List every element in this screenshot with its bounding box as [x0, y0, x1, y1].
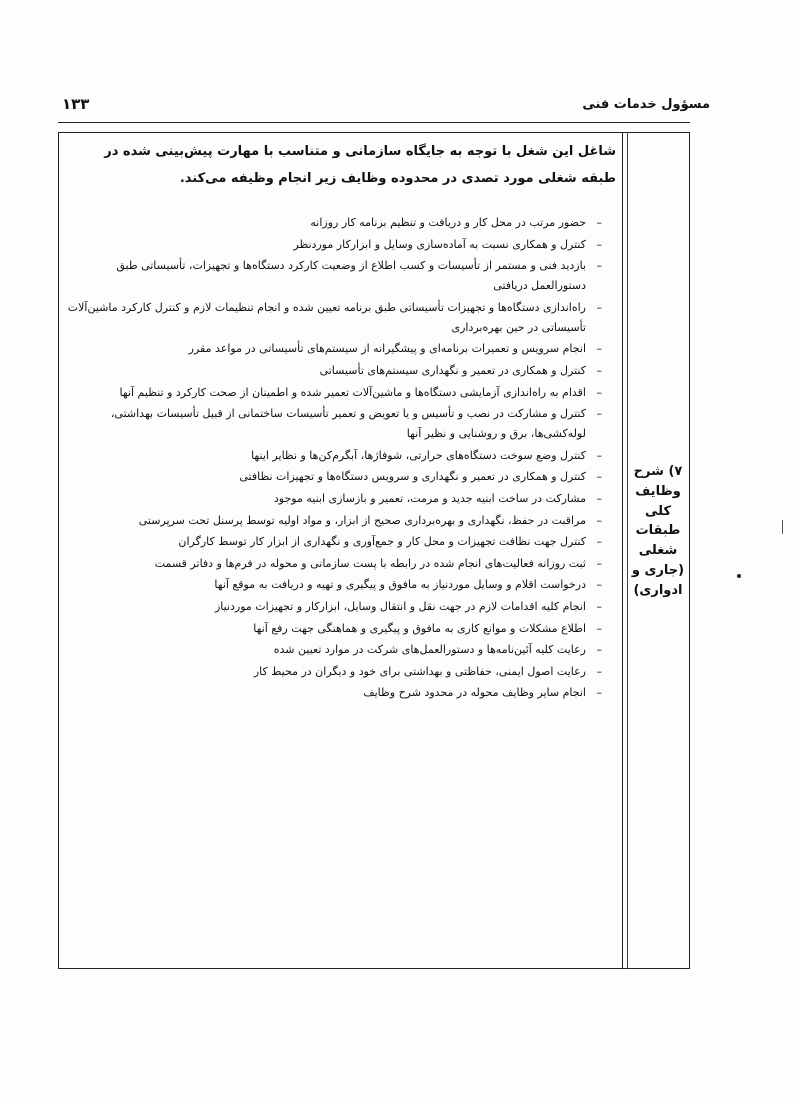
dash-bullet-icon: –: [596, 686, 602, 700]
dash-bullet-icon: –: [596, 491, 602, 505]
duty-text: ثبت روزانه فعالیت‌های انجام شده در رابطه با پست سازمانی و محوله در فرم‌ها و دفاتر قسمت: [154, 556, 586, 570]
duty-text: درخواست اقلام و وسایل موردنیاز به مافوق و پیگیری و تهیه و دریافت به موقع آنها: [214, 578, 586, 592]
dash-bullet-icon: –: [596, 535, 602, 549]
duty-text: انجام سایر وظایف محوله در محدود شرح وظایف: [363, 686, 586, 700]
duty-item: [66, 640, 602, 660]
intro-paragraph: شاغل این شغل با توجه به جایگاه سازمانی و متناسب با مهارت پیش‌بینی شده در طبقه شغلی مورد تصدی در محدوده وظایف زیر انجام وظیفه می‌کند.: [104, 144, 616, 186]
dash-bullet-icon: –: [596, 300, 602, 314]
duty-text: انجام سرویس و تعمیرات برنامه‌ای و پیشگیرانه از سیستم‌های تأسیساتی در مواعد مقرر: [188, 342, 586, 356]
header-divider: [58, 122, 690, 123]
duty-item: [66, 256, 602, 296]
dash-bullet-icon: –: [596, 363, 602, 377]
section-label-job-duties: ۷) شرح وظایف کلی طبقات شغلی (جاری و ادواری): [631, 464, 685, 598]
duty-text: راه‌اندازی دستگاه‌ها و تجهیزات تأسیساتی طبق برنامه تعیین شده و انجام تنظیمات لازم و کنترل کارکرد ماشین‌آلات تأسیساتی در حین بهره‌برداری: [67, 300, 586, 334]
dash-bullet-icon: –: [596, 470, 602, 484]
duty-text: کنترل و مشارکت در نصب و تأسیس و یا تعویض و تعمیر تأسیسات ساختمانی از قبیل تأسیسات بهداشتی، لوله‌کشی‌ها، برق و روشنایی و نظیر آنها: [110, 407, 586, 441]
duties-list: [66, 213, 602, 705]
duty-text: مراقبت در حفظ، نگهداری و بهره‌برداری صحیح از ابزار، و مواد اولیه توسط پرسنل تحت سرپرستی: [138, 513, 586, 527]
duty-item: [66, 511, 602, 531]
duty-item: [66, 662, 602, 682]
duty-text: مشارکت در ساخت ابنیه جدید و مرمت، تعمیر و بازسازی ابنیه موجود: [273, 491, 586, 505]
duty-text: کنترل و همکاری در تعمیر و نگهداری و سرویس دستگاه‌ها و تجهیزات نظافتی: [239, 470, 586, 484]
column-divider: [622, 132, 623, 969]
page-header-title: مسؤول خدمات فنی: [582, 97, 710, 112]
dash-bullet-icon: –: [596, 259, 602, 273]
duty-text: کنترل وضع سوخت دستگاه‌های حرارتی، شوفاژها، آبگرم‌کن‌ها و نظایر اینها: [251, 448, 586, 462]
duty-text: رعایت اصول ایمنی، حفاظتی و بهداشتی برای خود و دیگران در محیط کار: [253, 664, 586, 678]
dash-bullet-icon: –: [596, 216, 602, 229]
duty-item: [66, 575, 602, 595]
duty-text: اقدام به راه‌اندازی آزمایشی دستگاه‌ها و ماشین‌آلات تعمیر شده و اطمینان از صحت کارکرد و تنظیم آنها: [119, 385, 586, 399]
duty-item: [66, 298, 602, 338]
duty-item: [66, 554, 602, 574]
dash-bullet-icon: –: [596, 556, 602, 570]
dash-bullet-icon: –: [596, 342, 602, 356]
page-number: ۱۳۳: [62, 95, 90, 113]
dash-bullet-icon: –: [596, 237, 602, 251]
duty-text: کنترل و همکاری نسبت به آماده‌سازی وسایل و ابزارکار موردنظر: [293, 237, 586, 251]
dash-bullet-icon: –: [596, 407, 602, 421]
duty-text: اطلاع مشکلات و موانع کاری به مافوق و پیگیری و هماهنگی جهت رفع آنها: [253, 621, 586, 635]
duty-item: [66, 404, 602, 444]
duty-item: [66, 383, 602, 403]
dash-bullet-icon: –: [596, 621, 602, 635]
column-divider-inner: [627, 132, 628, 969]
margin-dot: [737, 574, 741, 578]
duty-item: [66, 597, 602, 617]
dash-bullet-icon: –: [596, 578, 602, 592]
dash-bullet-icon: –: [596, 664, 602, 678]
duty-item: [66, 235, 602, 255]
duty-item: [66, 361, 602, 381]
dash-bullet-icon: –: [596, 385, 602, 399]
duty-item: [66, 467, 602, 487]
duty-item: [66, 339, 602, 359]
duty-text: کنترل و همکاری در تعمیر و نگهداری سیستم‌های تأسیساتی: [319, 363, 586, 377]
duty-item: [66, 619, 602, 639]
dash-bullet-icon: –: [596, 643, 602, 657]
duty-item: [66, 213, 602, 233]
duty-item: [66, 532, 602, 552]
duty-text: انجام کلیه اقدامات لازم در جهت نقل و انتقال وسایل، ابزارکار و تجهیزات موردنیاز: [214, 599, 586, 613]
duty-text: بازدید فنی و مستمر از تأسیسات و کسب اطلاع از وضعیت کارکرد دستگاه‌ها و تجهیزات، تأسیساتی طبق دستورالعمل دریافتی: [116, 259, 586, 293]
dash-bullet-icon: –: [596, 513, 602, 527]
duty-item: [66, 489, 602, 509]
dash-bullet-icon: –: [596, 599, 602, 613]
duty-text: حضور مرتب در محل کار و دریافت و تنظیم برنامه کار روزانه: [310, 216, 586, 229]
duty-item: [66, 683, 602, 703]
duty-text: کنترل جهت نظافت تجهیزات و محل کار و جمع‌آوری و نگهداری از ابزار کار توسط کارگران: [178, 535, 586, 549]
dash-bullet-icon: –: [596, 448, 602, 462]
margin-mark: [782, 520, 783, 534]
duty-item: [66, 446, 602, 466]
duty-text: رعایت کلیه آئین‌نامه‌ها و دستورالعمل‌های شرکت در موارد تعیین شده: [273, 643, 586, 657]
